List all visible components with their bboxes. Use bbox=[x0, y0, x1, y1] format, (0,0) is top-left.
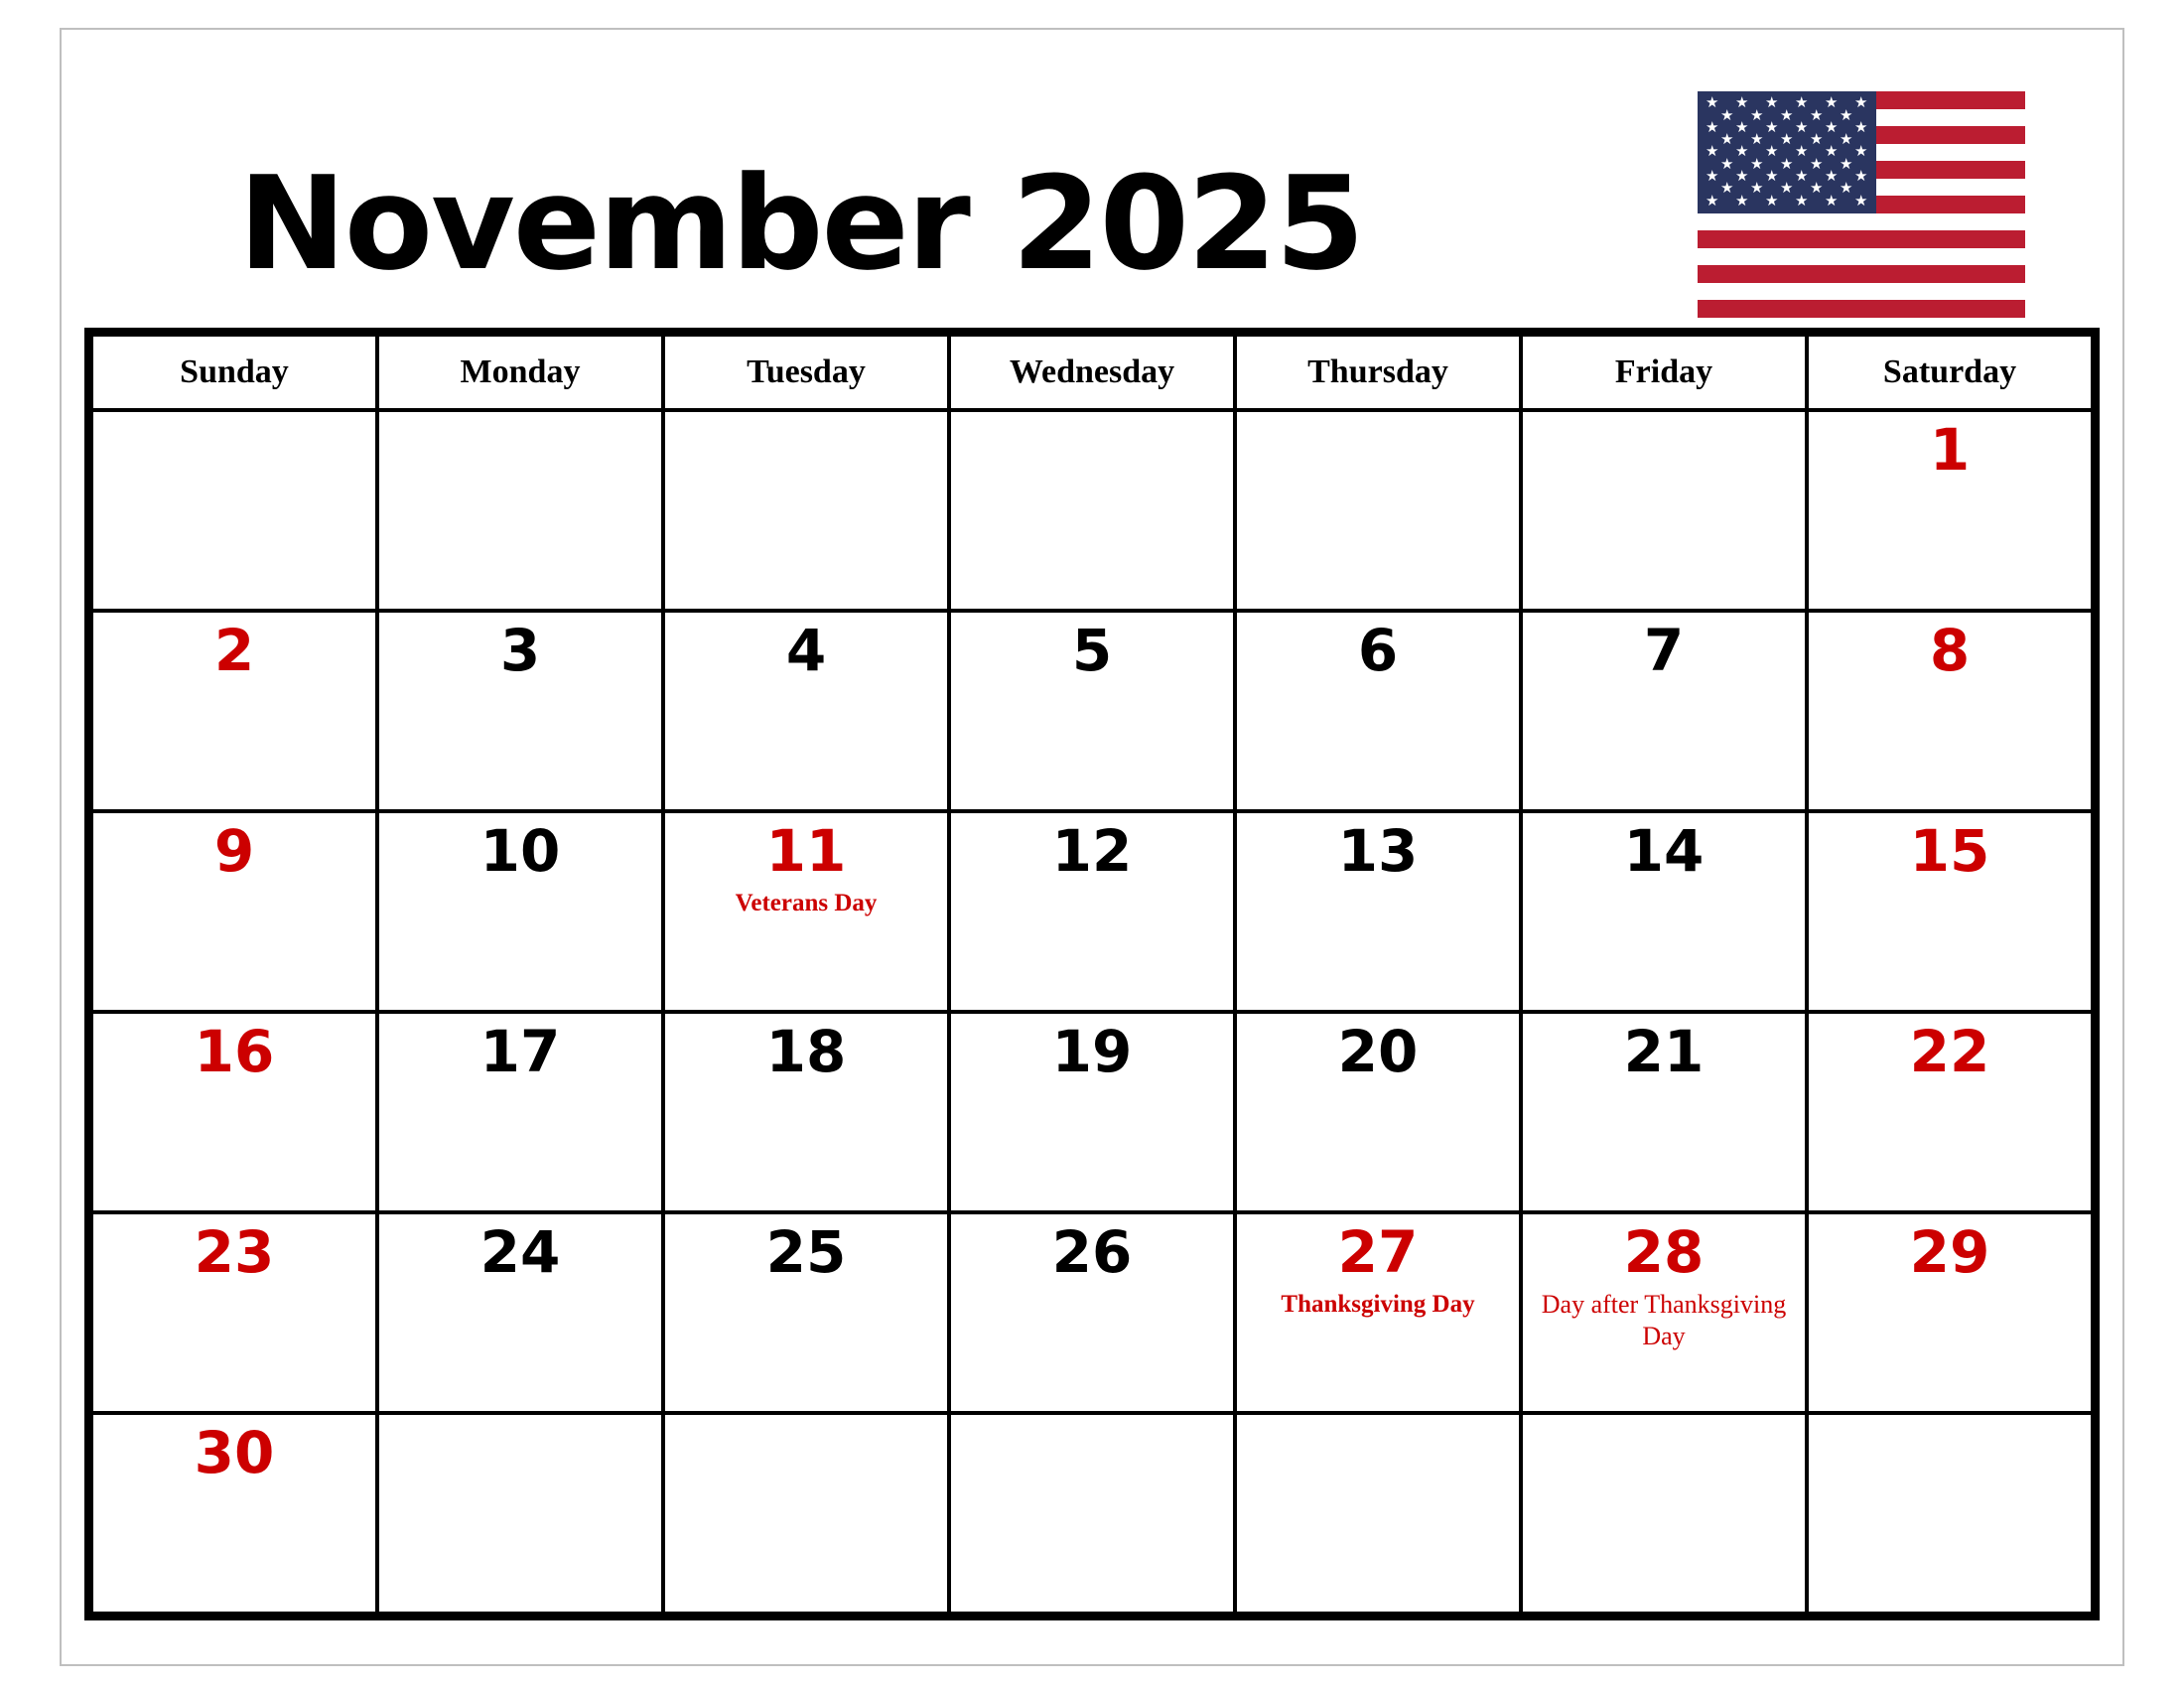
calendar-day-cell[interactable] bbox=[949, 1212, 1235, 1413]
calendar-day-cell[interactable] bbox=[1807, 611, 2093, 811]
calendar-day-cell[interactable] bbox=[1521, 811, 1807, 1012]
calendar-day-cell[interactable] bbox=[377, 1212, 663, 1413]
day-number: 25 bbox=[765, 1218, 847, 1286]
calendar-week-row bbox=[91, 1212, 2093, 1413]
flag-star-icon: ★ bbox=[1750, 130, 1764, 149]
calendar-body bbox=[91, 410, 2093, 1614]
flag-star-icon: ★ bbox=[1750, 105, 1764, 124]
flag-star-icon: ★ bbox=[1810, 179, 1824, 198]
weekday-header-row bbox=[91, 335, 2093, 410]
calendar-day-cell[interactable] bbox=[1521, 611, 1807, 811]
flag-star-icon: ★ bbox=[1825, 93, 1839, 112]
calendar-day-cell[interactable] bbox=[949, 611, 1235, 811]
weekday-header-sunday: Sunday bbox=[91, 335, 377, 410]
flag-stripe bbox=[1698, 300, 2025, 318]
flag-star-icon: ★ bbox=[1735, 117, 1749, 136]
calendar-day-cell[interactable] bbox=[663, 1012, 949, 1212]
day-number: 2 bbox=[213, 617, 255, 684]
calendar-day-cell[interactable] bbox=[377, 1012, 663, 1212]
flag-star-icon: ★ bbox=[1795, 117, 1809, 136]
flag-star-icon: ★ bbox=[1840, 179, 1853, 198]
flag-star-icon: ★ bbox=[1780, 130, 1794, 149]
flag-star-icon: ★ bbox=[1795, 191, 1809, 210]
calendar-day-cell[interactable] bbox=[949, 1012, 1235, 1212]
calendar-day-cell[interactable] bbox=[91, 1012, 377, 1212]
calendar-empty-cell bbox=[663, 1413, 949, 1614]
flag-star-icon: ★ bbox=[1765, 93, 1779, 112]
flag-stripe bbox=[1698, 265, 2025, 283]
calendar-empty-cell bbox=[91, 410, 377, 611]
holiday-label: Day after Thanksgiving Day bbox=[1541, 1289, 1787, 1351]
calendar-day-cell[interactable] bbox=[1235, 1012, 1521, 1212]
calendar-day-cell[interactable] bbox=[91, 1212, 377, 1413]
flag-star-icon: ★ bbox=[1706, 142, 1719, 161]
flag-star-icon: ★ bbox=[1840, 154, 1853, 173]
day-number: 28 bbox=[1623, 1218, 1705, 1286]
calendar-day-cell[interactable] bbox=[1235, 811, 1521, 1012]
calendar-day-cell[interactable] bbox=[1807, 1012, 2093, 1212]
flag-star-icon: ★ bbox=[1720, 154, 1734, 173]
weekday-header-wednesday: Wednesday bbox=[949, 335, 1235, 410]
day-number: 14 bbox=[1623, 817, 1705, 885]
calendar-empty-cell bbox=[663, 410, 949, 611]
calendar-day-cell[interactable] bbox=[1807, 410, 2093, 611]
calendar-empty-cell bbox=[1807, 1413, 2093, 1614]
day-number: 30 bbox=[194, 1419, 275, 1486]
calendar-empty-cell bbox=[1235, 1413, 1521, 1614]
day-number: 23 bbox=[194, 1218, 275, 1286]
flag-star-icon: ★ bbox=[1706, 117, 1719, 136]
day-number: 9 bbox=[213, 817, 255, 885]
day-number: 12 bbox=[1051, 817, 1133, 885]
flag-star-icon: ★ bbox=[1750, 179, 1764, 198]
flag-star-icon: ★ bbox=[1825, 166, 1839, 185]
calendar-day-cell[interactable] bbox=[91, 611, 377, 811]
page-title: November 2025 bbox=[238, 148, 1363, 299]
day-number: 5 bbox=[1071, 617, 1113, 684]
calendar-week-row bbox=[91, 410, 2093, 611]
calendar-empty-cell bbox=[377, 1413, 663, 1614]
calendar-day-cell[interactable] bbox=[377, 811, 663, 1012]
flag-star-icon: ★ bbox=[1854, 117, 1868, 136]
flag-star-icon: ★ bbox=[1780, 179, 1794, 198]
us-flag-icon bbox=[1698, 91, 2025, 318]
calendar-day-cell[interactable] bbox=[91, 1413, 377, 1614]
day-number: 26 bbox=[1051, 1218, 1133, 1286]
calendar-week-row bbox=[91, 811, 2093, 1012]
flag-star-icon: ★ bbox=[1854, 166, 1868, 185]
day-number: 11 bbox=[765, 817, 847, 885]
flag-star-icon: ★ bbox=[1825, 117, 1839, 136]
weekday-header-monday: Monday bbox=[377, 335, 663, 410]
flag-star-icon: ★ bbox=[1854, 191, 1868, 210]
flag-star-icon: ★ bbox=[1720, 105, 1734, 124]
calendar-day-cell[interactable] bbox=[663, 1212, 949, 1413]
day-number: 17 bbox=[479, 1018, 561, 1085]
flag-star-icon: ★ bbox=[1795, 166, 1809, 185]
day-number: 3 bbox=[499, 617, 541, 684]
flag-star-icon: ★ bbox=[1765, 191, 1779, 210]
calendar-day-cell[interactable] bbox=[1521, 1212, 1807, 1413]
day-number: 15 bbox=[1909, 817, 1990, 885]
flag-star-icon: ★ bbox=[1840, 130, 1853, 149]
calendar-day-cell[interactable] bbox=[377, 611, 663, 811]
calendar-day-cell[interactable] bbox=[1235, 1212, 1521, 1413]
flag-star-icon: ★ bbox=[1765, 142, 1779, 161]
flag-star-icon: ★ bbox=[1795, 142, 1809, 161]
calendar-empty-cell bbox=[949, 1413, 1235, 1614]
day-number: 1 bbox=[1929, 416, 1971, 484]
day-number: 22 bbox=[1909, 1018, 1990, 1085]
flag-star-icon: ★ bbox=[1810, 130, 1824, 149]
flag-star-icon: ★ bbox=[1720, 179, 1734, 198]
flag-star-icon: ★ bbox=[1735, 142, 1749, 161]
calendar-day-cell[interactable] bbox=[663, 611, 949, 811]
flag-star-icon: ★ bbox=[1810, 154, 1824, 173]
day-number: 13 bbox=[1337, 817, 1419, 885]
weekday-header-saturday: Saturday bbox=[1807, 335, 2093, 410]
flag-star-icon: ★ bbox=[1706, 166, 1719, 185]
calendar-day-cell[interactable] bbox=[663, 811, 949, 1012]
day-number: 4 bbox=[785, 617, 827, 684]
calendar-day-cell[interactable] bbox=[1521, 1012, 1807, 1212]
calendar-day-cell[interactable] bbox=[1235, 611, 1521, 811]
calendar-day-cell[interactable] bbox=[1807, 1212, 2093, 1413]
holiday-label: Thanksgiving Day bbox=[1281, 1290, 1475, 1318]
flag-star-icon: ★ bbox=[1854, 142, 1868, 161]
flag-star-icon: ★ bbox=[1706, 93, 1719, 112]
flag-star-icon: ★ bbox=[1810, 105, 1824, 124]
flag-star-icon: ★ bbox=[1780, 154, 1794, 173]
calendar-day-cell[interactable] bbox=[91, 811, 377, 1012]
day-number: 27 bbox=[1337, 1218, 1419, 1286]
calendar-empty-cell bbox=[1521, 410, 1807, 611]
calendar-week-row bbox=[91, 1413, 2093, 1614]
flag-star-icon: ★ bbox=[1840, 105, 1853, 124]
day-number: 16 bbox=[194, 1018, 275, 1085]
day-number: 24 bbox=[479, 1218, 561, 1286]
weekday-header-friday: Friday bbox=[1521, 335, 1807, 410]
flag-star-icon: ★ bbox=[1720, 130, 1734, 149]
day-number: 21 bbox=[1623, 1018, 1705, 1085]
day-number: 6 bbox=[1357, 617, 1399, 684]
calendar-week-row bbox=[91, 611, 2093, 811]
day-number: 20 bbox=[1337, 1018, 1419, 1085]
flag-star-icon: ★ bbox=[1735, 191, 1749, 210]
day-number: 8 bbox=[1929, 617, 1971, 684]
calendar-day-cell[interactable] bbox=[1807, 811, 2093, 1012]
flag-star-icon: ★ bbox=[1765, 117, 1779, 136]
day-number: 7 bbox=[1643, 617, 1685, 684]
weekday-header-thursday: Thursday bbox=[1235, 335, 1521, 410]
flag-star-icon: ★ bbox=[1795, 93, 1809, 112]
flag-star-icon: ★ bbox=[1825, 191, 1839, 210]
calendar-day-cell[interactable] bbox=[949, 811, 1235, 1012]
calendar-empty-cell bbox=[1235, 410, 1521, 611]
day-number: 29 bbox=[1909, 1218, 1990, 1286]
calendar-header bbox=[60, 40, 2124, 328]
weekday-header-tuesday: Tuesday bbox=[663, 335, 949, 410]
calendar-empty-cell bbox=[1521, 1413, 1807, 1614]
flag-star-icon: ★ bbox=[1765, 166, 1779, 185]
calendar-empty-cell bbox=[377, 410, 663, 611]
calendar-empty-cell bbox=[949, 410, 1235, 611]
holiday-label: Veterans Day bbox=[735, 889, 878, 916]
flag-star-icon: ★ bbox=[1706, 191, 1719, 210]
flag-star-icon: ★ bbox=[1735, 93, 1749, 112]
flag-star-icon: ★ bbox=[1750, 154, 1764, 173]
day-number: 10 bbox=[479, 817, 561, 885]
flag-star-icon: ★ bbox=[1780, 105, 1794, 124]
day-number: 19 bbox=[1051, 1018, 1133, 1085]
flag-star-icon: ★ bbox=[1854, 93, 1868, 112]
flag-star-icon: ★ bbox=[1735, 166, 1749, 185]
flag-canton bbox=[1698, 91, 1876, 213]
calendar-week-row bbox=[91, 1012, 2093, 1212]
flag-star-icon: ★ bbox=[1825, 142, 1839, 161]
calendar-grid bbox=[84, 328, 2100, 1620]
flag-stripe bbox=[1698, 230, 2025, 248]
day-number: 18 bbox=[765, 1018, 847, 1085]
